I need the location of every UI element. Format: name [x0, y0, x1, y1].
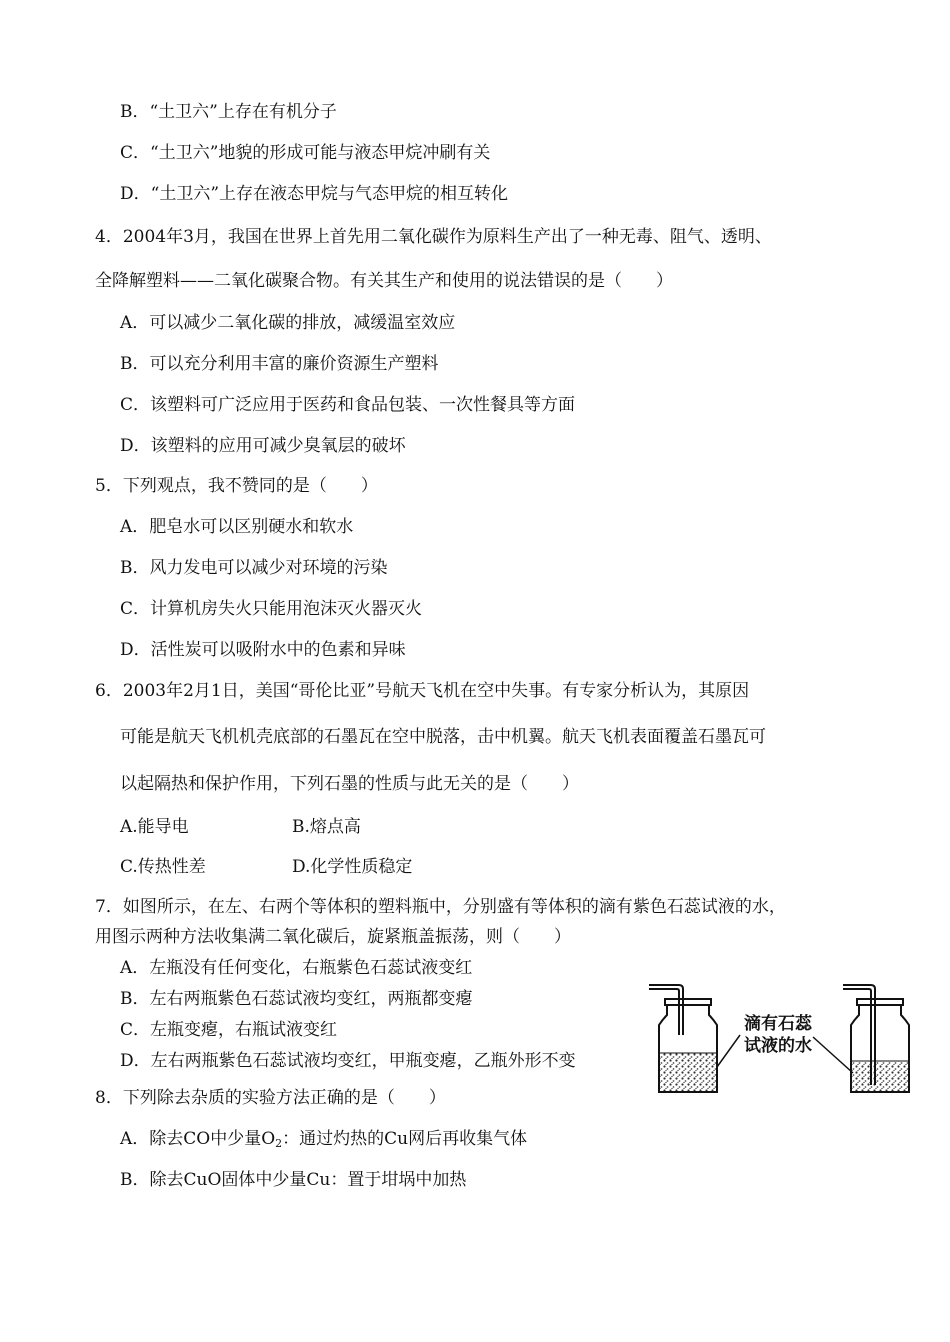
q4-stem-line2: 全降解塑料——二氧化碳聚合物。有关其生产和使用的说法错误的是（ ） — [95, 271, 673, 291]
q7-stem-line2: 用图示两种方法收集满二氧化碳后，旋紧瓶盖振荡，则（ ） — [95, 927, 571, 947]
q8-option-a — [120, 1128, 527, 1150]
figure-label-line1: 滴有石蕊 — [744, 1014, 812, 1034]
q6-option-a: A.能导电 — [120, 817, 189, 837]
q3-option-b: B．“土卫六”上存在有机分子 — [120, 102, 337, 122]
pointer-left — [717, 1035, 740, 1067]
left-bottle — [649, 985, 717, 1092]
q8-option-b: B．除去CuO固体中少量Cu：置于坩埚中加热 — [120, 1170, 467, 1190]
q8-stem: 8．下列除去杂质的实验方法正确的是（ ） — [95, 1088, 446, 1108]
q6-stem-line3: 以起隔热和保护作用，下列石墨的性质与此无关的是（ ） — [120, 774, 579, 794]
q3-option-d: D．“土卫六”上存在液态甲烷与气态甲烷的相互转化 — [120, 184, 509, 204]
q3-option-c: C．“土卫六”地貌的形成可能与液态甲烷冲刷有关 — [120, 143, 491, 163]
q5-option-b: B．风力发电可以减少对环境的污染 — [120, 558, 388, 578]
q5-option-d: D．活性炭可以吸附水中的色素和异味 — [120, 640, 406, 660]
q4-stem-line1: 4．2004年3月，我国在世界上首先用二氧化碳作为原料生产出了一种无毒、阻气、透明、 — [95, 227, 772, 247]
q6-stem-line2: 可能是航天飞机机壳底部的石墨瓦在空中脱落，击中机翼。航天飞机表面覆盖石墨瓦可 — [120, 727, 766, 747]
pointer-right — [813, 1037, 853, 1073]
figure-label-line2: 试液的水 — [744, 1036, 812, 1056]
right-bottle — [843, 985, 909, 1092]
q7-stem-line1: 7．如图所示，在左、右两个等体积的塑料瓶中，分别盛有等体积的滴有紫色石蕊试液的水， — [95, 897, 786, 917]
q4-option-b: B．可以充分利用丰富的廉价资源生产塑料 — [120, 354, 439, 374]
q6-stem-line1: 6．2003年2月1日，美国“哥伦比亚”号航天飞机在空中失事。有专家分析认为，其原因 — [95, 681, 750, 701]
q7-option-b: B．左右两瓶紫色石蕊试液均变红，两瓶都变瘪 — [120, 989, 473, 1009]
q7-option-d: D．左右两瓶紫色石蕊试液均变红，甲瓶变瘪，乙瓶外形不变 — [120, 1051, 576, 1071]
q7-option-c: C．左瓶变瘪，右瓶试液变红 — [120, 1020, 338, 1040]
q5-stem: 5．下列观点，我不赞同的是（ ） — [95, 476, 378, 496]
q8-option-a-sub: 2 — [275, 1137, 283, 1150]
q6-option-b: B.熔点高 — [292, 817, 361, 837]
q7-option-a: A．左瓶没有任何变化，右瓶紫色石蕊试液变红 — [120, 958, 473, 978]
q5-option-a: A．肥皂水可以区别硬水和软水 — [120, 517, 354, 537]
q4-option-d: D．该塑料的应用可减少臭氧层的破坏 — [120, 436, 406, 456]
q8-option-a-prefix: A．除去CO中少量O — [120, 1129, 276, 1149]
q5-option-c: C．计算机房失火只能用泡沫灭火器灭火 — [120, 599, 423, 619]
bottles-figure — [645, 975, 915, 1100]
q8-option-a-suffix: ：通过灼热的Cu网后再收集气体 — [282, 1129, 528, 1149]
q6-option-d: D.化学性质稳定 — [292, 857, 413, 877]
q4-option-a: A．可以减少二氧化碳的排放，减缓温室效应 — [120, 313, 456, 333]
q6-option-c: C.传热性差 — [120, 857, 206, 877]
q4-option-c: C．该塑料可广泛应用于医药和食品包装、一次性餐具等方面 — [120, 395, 576, 415]
